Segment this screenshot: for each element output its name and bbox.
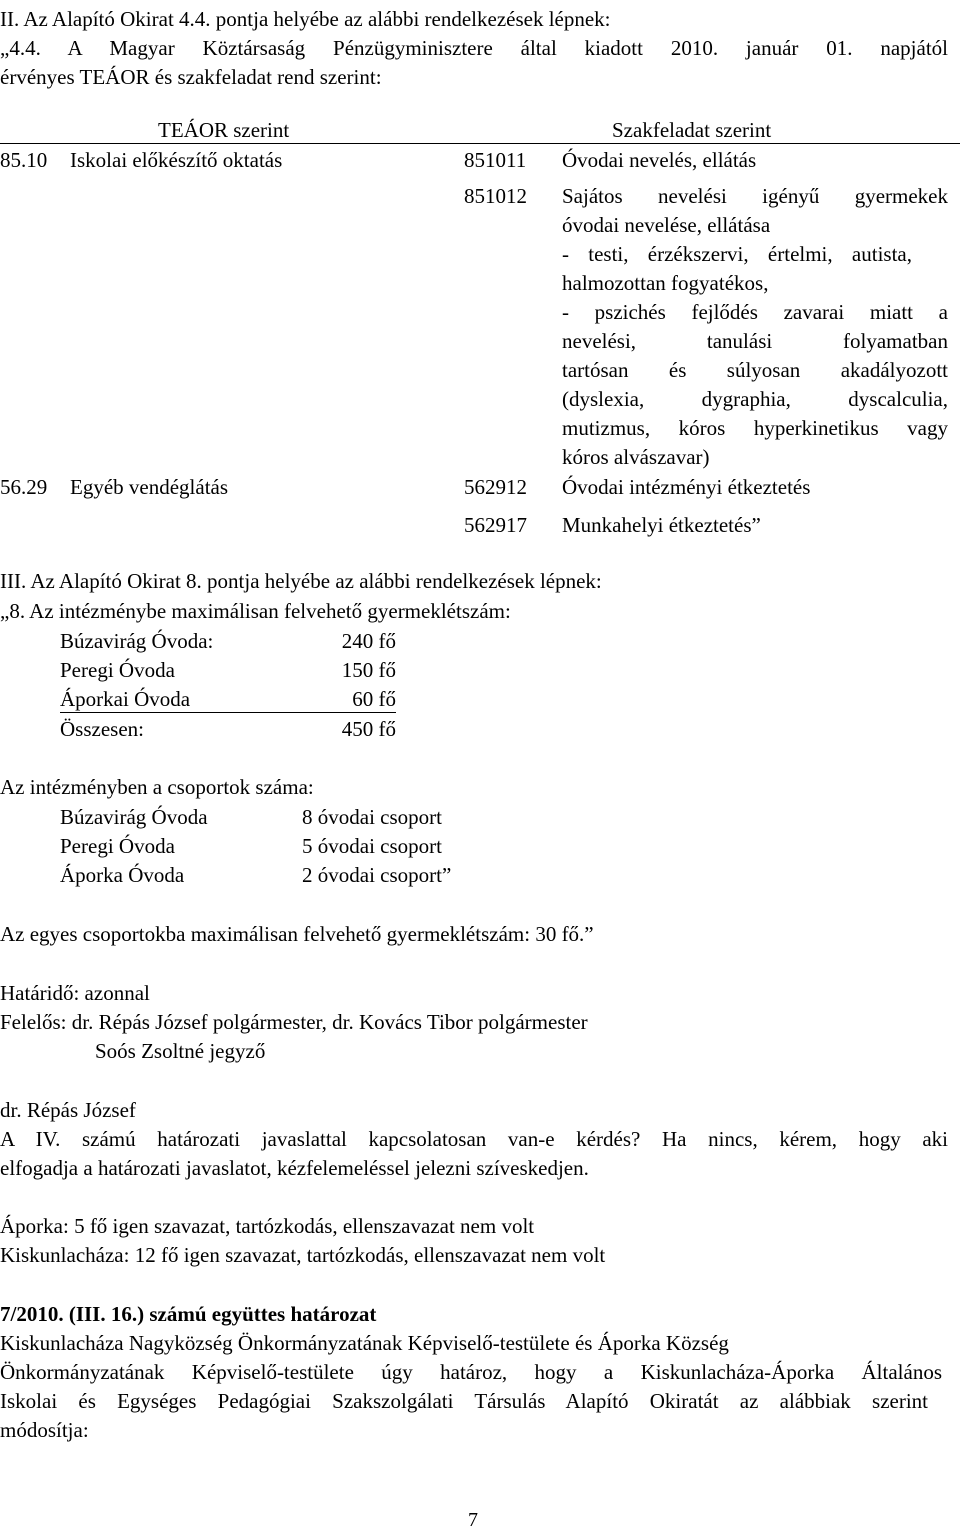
desc-line: - pszichés fejlődés zavarai miatt a xyxy=(562,300,948,324)
teaor-name: Iskolai előkészítő oktatás xyxy=(70,148,283,172)
desc-line: halmozottan fogyatékos, xyxy=(562,271,769,295)
intro-line-1: II. Az Alapító Okirat 4.4. pontja helyébe az alábbi rendelkezések lépnek: xyxy=(0,7,611,31)
szakfeladat-code: 851011 xyxy=(464,148,527,172)
desc-line: kóros alvászavar) xyxy=(562,445,710,469)
vote-line: Áporka: 5 fő igen szavazat, tartózkodás, ellenszavazat nem volt xyxy=(0,1214,535,1238)
teaor-name: Egyéb vendéglátás xyxy=(70,475,229,499)
responsible: Felelős: dr. Répás József polgármester, dr. Kovács Tibor polgármester xyxy=(0,1010,588,1034)
capacity-value: 240 fő xyxy=(341,629,396,653)
page-number: 7 xyxy=(468,1509,478,1531)
intro-line-2: „4.4. A Magyar Köztársaság Pénzügyminisztere által kiadott 2010. január 01. napjától xyxy=(0,36,948,60)
capacity-value: 60 fő xyxy=(352,687,396,711)
max-per-group: Az egyes csoportokba maximálisan felvehető gyermeklétszám: 30 fő.” xyxy=(0,922,594,946)
group-name: Peregi Óvoda xyxy=(60,834,175,858)
section-intro: „8. Az intézménybe maximálisan felvehető gyermeklétszám: xyxy=(0,599,511,623)
desc-line: tartósan és súlyosan akadályozott xyxy=(562,358,948,382)
group-name: Búzavirág Óvoda xyxy=(60,805,208,829)
desc-line: óvodai nevelése, ellátása xyxy=(562,213,771,237)
deadline: Határidő: azonnal xyxy=(0,981,150,1005)
szakfeladat-code: 851012 xyxy=(464,184,527,208)
responsible-notary: Soós Zsoltné jegyző xyxy=(95,1039,266,1063)
capacity-value: 450 fő xyxy=(341,717,396,741)
capacity-name: Áporkai Óvoda xyxy=(60,687,191,711)
resolution-line: Kiskunlacháza Nagyközség Önkormányzatának Képviselő-testülete és Áporka Község xyxy=(0,1331,729,1355)
teaor-code: 85.10 xyxy=(0,148,48,172)
resolution-title: 7/2010. (III. 16.) számú együttes határozat xyxy=(0,1302,377,1326)
szakfeladat-code: 562917 xyxy=(464,513,527,537)
vote-line: Kiskunlacháza: 12 fő igen szavazat, tartózkodás, ellenszavazat nem volt xyxy=(0,1243,606,1267)
desc-line: nevelési, tanulási folyamatban xyxy=(562,329,948,353)
desc-line: - testi, érzékszervi, értelmi, autista, xyxy=(562,242,912,266)
question-line: A IV. számú határozati javaslattal kapcsolatosan van-e kérdés? Ha nincs, kérem, hogy aki xyxy=(0,1127,948,1151)
resolution-line: Önkormányzatának Képviselő-testülete úgy határoz, hogy a Kiskunlacháza-Áporka Általános xyxy=(0,1360,942,1384)
resolution-line: módosítja: xyxy=(0,1418,89,1442)
capacity-value: 150 fő xyxy=(341,658,396,682)
szakfeladat-code: 562912 xyxy=(464,475,527,499)
szakfeladat-desc: Óvodai intézményi étkeztetés xyxy=(562,475,811,499)
teaor-code: 56.29 xyxy=(0,475,48,499)
capacity-row-underlined xyxy=(60,686,396,713)
header-szakfeladat: Szakfeladat szerint xyxy=(612,118,772,142)
szakfeladat-desc: Óvodai nevelés, ellátás xyxy=(562,148,757,172)
header-teaor: TEÁOR szerint xyxy=(158,118,290,142)
intro-line-3: érvényes TEÁOR és szakfeladat rend szerint: xyxy=(0,65,382,89)
section-heading: III. Az Alapító Okirat 8. pontja helyébe az alábbi rendelkezések lépnek: xyxy=(0,569,602,593)
desc-line: (dyslexia, dygraphia, dyscalculia, xyxy=(562,387,948,411)
szakfeladat-desc: Munkahelyi étkeztetés” xyxy=(562,513,761,537)
capacity-name: Összesen: xyxy=(60,717,144,741)
capacity-name: Peregi Óvoda xyxy=(60,658,175,682)
desc-line: mutizmus, kóros hyperkinetikus vagy xyxy=(562,416,948,440)
groups-heading: Az intézményben a csoportok száma: xyxy=(0,775,314,799)
table-header-rule xyxy=(0,143,960,144)
group-name: Áporka Óvoda xyxy=(60,863,185,887)
speaker: dr. Répás József xyxy=(0,1098,136,1122)
group-value: 8 óvodai csoport xyxy=(302,805,442,829)
resolution-line: Iskolai és Egységes Pedagógiai Szakszolgálati Társulás Alapító Okiratát az alábbiak szerint xyxy=(0,1389,928,1413)
capacity-name: Búzavirág Óvoda: xyxy=(60,629,214,653)
desc-line: Sajátos nevelési igényű gyermekek xyxy=(562,184,948,208)
group-value: 2 óvodai csoport” xyxy=(302,863,452,887)
group-value: 5 óvodai csoport xyxy=(302,834,442,858)
question-line: elfogadja a határozati javaslatot, kézfelemeléssel jelezni szíveskedjen. xyxy=(0,1156,589,1180)
